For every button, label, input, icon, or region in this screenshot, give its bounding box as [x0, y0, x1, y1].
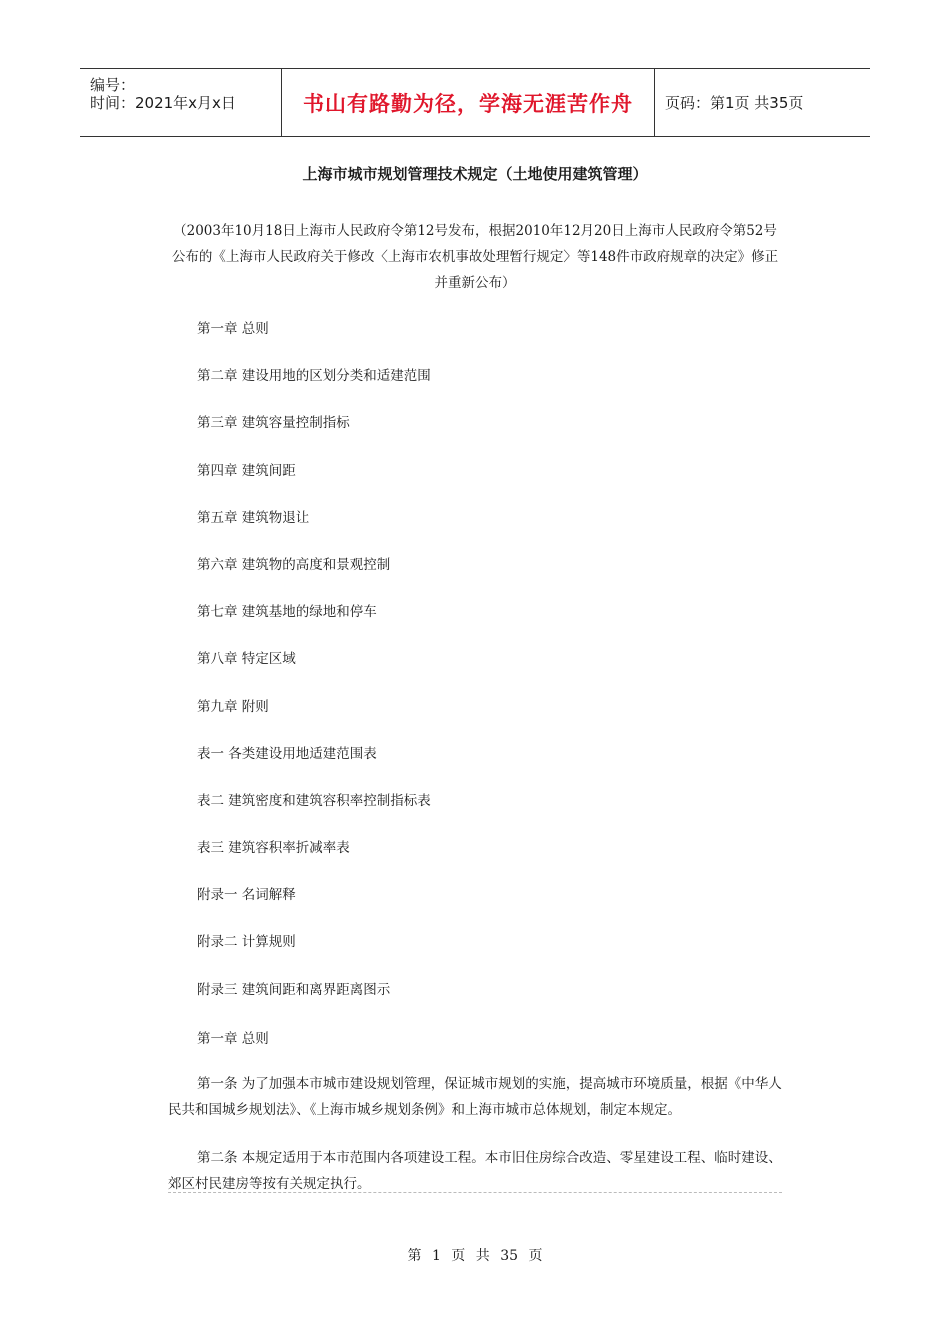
chapter-heading: 第一章 总则	[197, 1031, 269, 1047]
header-table	[80, 68, 870, 137]
toc-item: 第八章 特定区域	[197, 651, 296, 668]
page-footer: 第 1 页 共 35 页	[407, 1248, 543, 1264]
toc-item: 第六章 建筑物的高度和景观控制	[197, 556, 391, 573]
table-of-contents	[197, 318, 431, 1026]
header-meta-cell	[80, 69, 281, 136]
toc-item: 附录三 建筑间距和离界距离图示	[197, 981, 391, 998]
toc-item: 表一 各类建设用地适建范围表	[197, 745, 377, 762]
number-label: 编号：	[90, 76, 136, 94]
toc-item: 附录二 计算规则	[197, 934, 296, 951]
date-label: 时间：2021年x月x日	[90, 94, 236, 112]
toc-item: 表二 建筑密度和建筑容积率控制指标表	[197, 792, 431, 809]
page-break-divider	[168, 1192, 782, 1193]
header-motto-cell	[281, 69, 655, 136]
toc-item: 第一章 总则	[197, 321, 269, 337]
toc-item: 表三 建筑容积率折减率表	[197, 840, 350, 857]
article-2: 第二条 本规定适用于本市范围内各项建设工程。本市旧住房综合改造、零星建设工程、临时建设、郊区村民建房等按有关规定执行。	[168, 1150, 782, 1192]
toc-item: 第三章 建筑容量控制指标	[197, 415, 350, 432]
article-1: 第一条 为了加强本市城市建设规划管理，保证城市规划的实施，提高城市环境质量，根据《中华人民共和国城乡规划法》、《上海市城乡规划条例》和上海市城市总体规划，制定本规定。	[168, 1076, 782, 1118]
document-title: 上海市城市规划管理技术规定（土地使用建筑管理）	[302, 165, 648, 183]
header-page-cell	[655, 69, 870, 136]
motto-text: 书山有路勤为径，学海无涯苦作舟	[303, 91, 633, 116]
toc-item: 第七章 建筑基地的绿地和停车	[197, 604, 377, 621]
publication-note: （2003年10月18日上海市人民政府令第12号发布，根据2010年12月20日上海市人民政府令第52号公布的《上海市人民政府关于修改〈上海市农机事故处理暂行规定〉等148件市政府规章的决定》修正并重新公布）	[171, 223, 779, 291]
toc-item: 第二章 建设用地的区划分类和适建范围	[197, 368, 431, 385]
page-info: 页码：第1页 共35页	[665, 94, 804, 112]
toc-item: 第五章 建筑物退让	[197, 509, 310, 526]
toc-item: 附录一 名词解释	[197, 887, 296, 904]
toc-item: 第四章 建筑间距	[197, 462, 296, 479]
toc-item: 第九章 附则	[197, 698, 269, 715]
